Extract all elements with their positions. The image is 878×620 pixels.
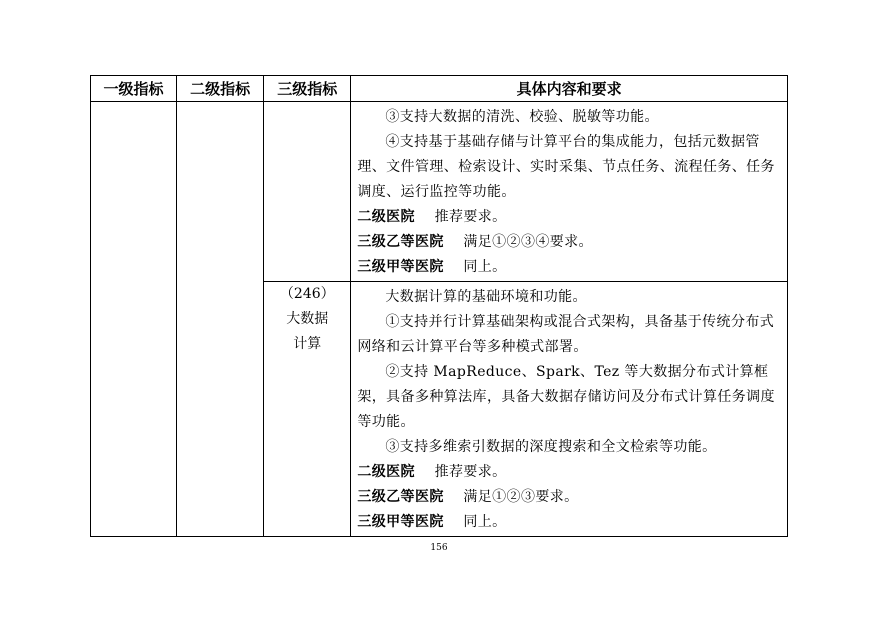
requirement-line	[357, 230, 781, 255]
requirement-text: 满足①②③④要求。	[463, 234, 593, 250]
requirement-level: 三级甲等医院	[357, 514, 444, 530]
requirement-level: 三级乙等医院	[357, 489, 444, 505]
content-paragraph: ④支持基于基础存储与计算平台的集成能力，包括元数据管理、文件管理、检索设计、实时采集、节点任务、流程任务、任务调度、运行监控等功能。	[357, 134, 775, 200]
requirement-level: 二级医院	[357, 209, 415, 225]
content-cell	[351, 282, 788, 537]
requirement-line	[357, 460, 781, 485]
content-paragraph: ①支持并行计算基础架构或混合式架构，具备基于传统分布式网络和云计算平台等多种模式部署。	[357, 314, 775, 355]
requirement-text: 推荐要求。	[434, 464, 507, 480]
requirement-line	[357, 510, 781, 535]
content-paragraph: ③支持大数据的清洗、校验、脱敏等功能。	[385, 109, 659, 125]
item-id: （246）	[279, 286, 335, 302]
level1-cell	[91, 102, 177, 537]
requirement-text: 推荐要求。	[434, 209, 507, 225]
requirement-line	[357, 485, 781, 510]
requirement-text: 同上。	[463, 514, 507, 530]
content-paragraph: 大数据计算的基础环境和功能。	[385, 289, 587, 305]
level3-cell	[264, 282, 351, 537]
requirement-line	[357, 255, 781, 280]
header-level3: 三级指标	[264, 76, 351, 102]
header-level2: 二级指标	[177, 76, 264, 102]
requirement-line	[357, 205, 781, 230]
requirement-text: 同上。	[463, 259, 507, 275]
content-paragraph: ③支持多维索引数据的深度搜索和全文检索等功能。	[385, 439, 717, 455]
item-name: 大数据	[286, 311, 329, 327]
table-row	[91, 102, 788, 282]
level3-cell	[264, 102, 351, 282]
content-cell	[351, 102, 788, 282]
item-name: 计算	[293, 336, 322, 352]
requirement-level: 三级甲等医院	[357, 259, 444, 275]
table-header-row	[91, 76, 788, 102]
page-number: 156	[430, 543, 448, 553]
requirement-level: 三级乙等医院	[357, 234, 444, 250]
header-level1: 一级指标	[91, 76, 177, 102]
content-paragraph: ②支持 MapReduce、Spark、Tez 等大数据分布式计算框架，具备多种算法库，具备大数据存储访问及分布式计算任务调度等功能。	[357, 364, 775, 430]
requirement-text: 满足①②③要求。	[463, 489, 579, 505]
level2-cell	[177, 102, 264, 537]
indicator-table	[90, 75, 788, 537]
header-content: 具体内容和要求	[351, 76, 788, 102]
requirement-level: 二级医院	[357, 464, 415, 480]
